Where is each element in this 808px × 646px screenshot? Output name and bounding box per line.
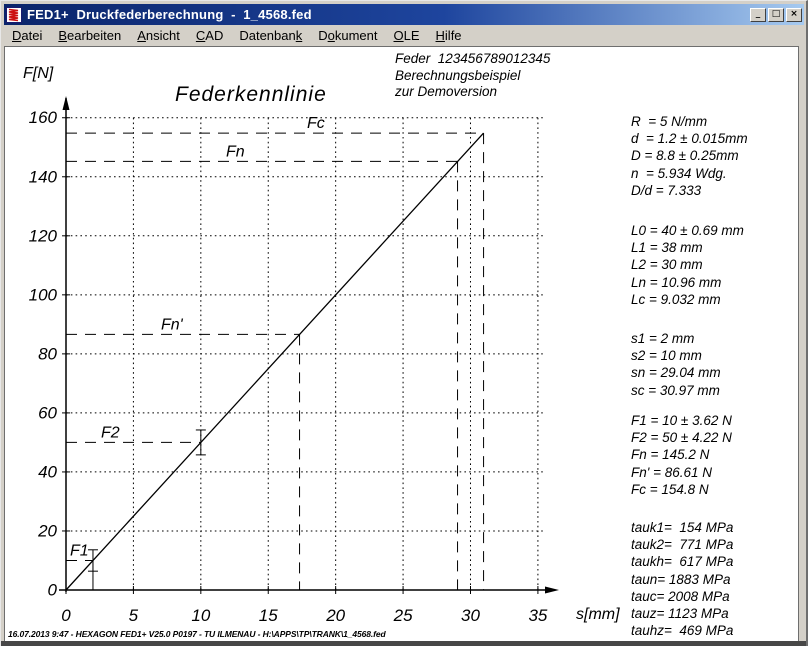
text-line: tauk2= 771 MPa — [631, 537, 734, 553]
x-tick-label: 25 — [393, 606, 413, 625]
menu-item-ole[interactable]: OLE — [393, 27, 420, 43]
y-tick-label: 0 — [47, 580, 57, 600]
spring-icon[interactable] — [6, 7, 22, 23]
y-tick-label: 40 — [38, 462, 57, 482]
marker-label-F1: F1 — [70, 542, 89, 560]
menu-item-dokument[interactable]: Dokument — [318, 27, 378, 43]
text-line: tauc= 2008 MPa — [631, 588, 730, 604]
series-line — [66, 133, 484, 590]
text-line: Lc = 9.032 mm — [631, 291, 721, 307]
window-bottom-edge — [1, 641, 806, 646]
text-line: Fn' = 86.61 N — [631, 464, 712, 480]
close-button[interactable]: × — [786, 8, 802, 22]
status-line: 16.07.2013 9:47 - HEXAGON FED1+ V25.0 P0197 - TU ILMENAU - H:\APPS\TP\TRANK\1_4568.fed — [8, 629, 386, 639]
menu-bar — [4, 25, 804, 46]
x-tick-label: 0 — [61, 606, 71, 625]
marker-label-F2: F2 — [101, 424, 120, 442]
text-line: D/d = 7.333 — [631, 182, 702, 198]
text-line: Fc = 154.8 N — [631, 481, 709, 497]
text-line: L2 = 30 mm — [631, 257, 703, 273]
text-line: d = 1.2 ± 0.015mm — [631, 131, 748, 147]
marker-label-Fc: Fc — [307, 115, 325, 133]
menu-item-cad[interactable]: CAD — [195, 27, 224, 43]
text-line: Berechnungsbeispiel — [395, 67, 521, 83]
x-tick-label: 10 — [191, 606, 211, 625]
menu-item-hilfe[interactable]: Hilfe — [435, 27, 462, 43]
text-line: D = 8.8 ± 0.25mm — [631, 148, 739, 164]
x-tick-label: 15 — [258, 606, 278, 625]
y-tick-label: 80 — [38, 344, 57, 364]
x-tick-label: 20 — [326, 606, 346, 625]
y-axis-label: F[N] — [23, 65, 54, 82]
y-tick-label: 100 — [28, 285, 57, 305]
text-line: L1 = 38 mm — [631, 240, 703, 256]
window-controls — [750, 8, 802, 22]
menu-item-ansicht[interactable]: Ansicht — [137, 27, 180, 43]
x-tick-label: 30 — [461, 606, 480, 625]
y-tick-label: 60 — [38, 403, 57, 423]
x-tick-label: 35 — [528, 606, 548, 625]
window-title: FED1+ Druckfederberechnung - 1_4568.fed — [27, 7, 312, 22]
text-line: Feder 123456789012345 — [395, 51, 551, 66]
y-tick-label: 140 — [28, 167, 57, 187]
chart-title: Federkennlinie — [175, 83, 327, 106]
chart — [1, 1, 808, 646]
text-line: sn = 29.04 mm — [631, 365, 721, 381]
maximize-button[interactable]: □ — [768, 8, 784, 22]
y-axis-arrow — [63, 96, 70, 110]
text-line: s1 = 2 mm — [631, 331, 695, 346]
title-bar — [4, 4, 804, 25]
text-line: tauk1= 154 MPa — [631, 520, 734, 535]
text-line: taukh= 617 MPa — [631, 554, 734, 570]
text-line: Fn = 145.2 N — [631, 447, 710, 463]
text-line: n = 5.934 Wdg. — [631, 165, 727, 181]
text-line: tauz= 1123 MPa — [631, 606, 729, 622]
minimize-button[interactable]: _ — [750, 8, 766, 22]
x-axis-arrow — [545, 587, 559, 594]
text-line: tauhz= 469 MPa — [631, 623, 734, 639]
marker-label-Fn: Fn — [226, 143, 245, 161]
menu-item-bearbeiten[interactable]: Bearbeiten — [58, 27, 122, 43]
text-line: L0 = 40 ± 0.69 mm — [631, 223, 744, 238]
text-line: Ln = 10.96 mm — [631, 274, 722, 290]
marker-label-Fn': Fn' — [161, 316, 183, 334]
text-line: zur Demoversion — [395, 84, 498, 99]
text-line: F2 = 50 ± 4.22 N — [631, 430, 732, 446]
x-tick-label: 5 — [128, 606, 139, 625]
text-line: F1 = 10 ± 3.62 N — [631, 413, 732, 428]
text-line: sc = 30.97 mm — [631, 382, 720, 398]
y-tick-label: 160 — [28, 108, 57, 128]
menu-item-datei[interactable]: Datei — [12, 27, 43, 43]
text-line: R = 5 N/mm — [631, 114, 708, 129]
x-axis-label: s[mm] — [576, 606, 620, 623]
y-tick-label: 20 — [38, 521, 57, 541]
text-line: taun= 1883 MPa — [631, 571, 731, 587]
menu-item-datenbank[interactable]: Datenbank — [239, 27, 303, 43]
y-tick-label: 120 — [28, 226, 57, 246]
text-line: s2 = 10 mm — [631, 348, 702, 364]
